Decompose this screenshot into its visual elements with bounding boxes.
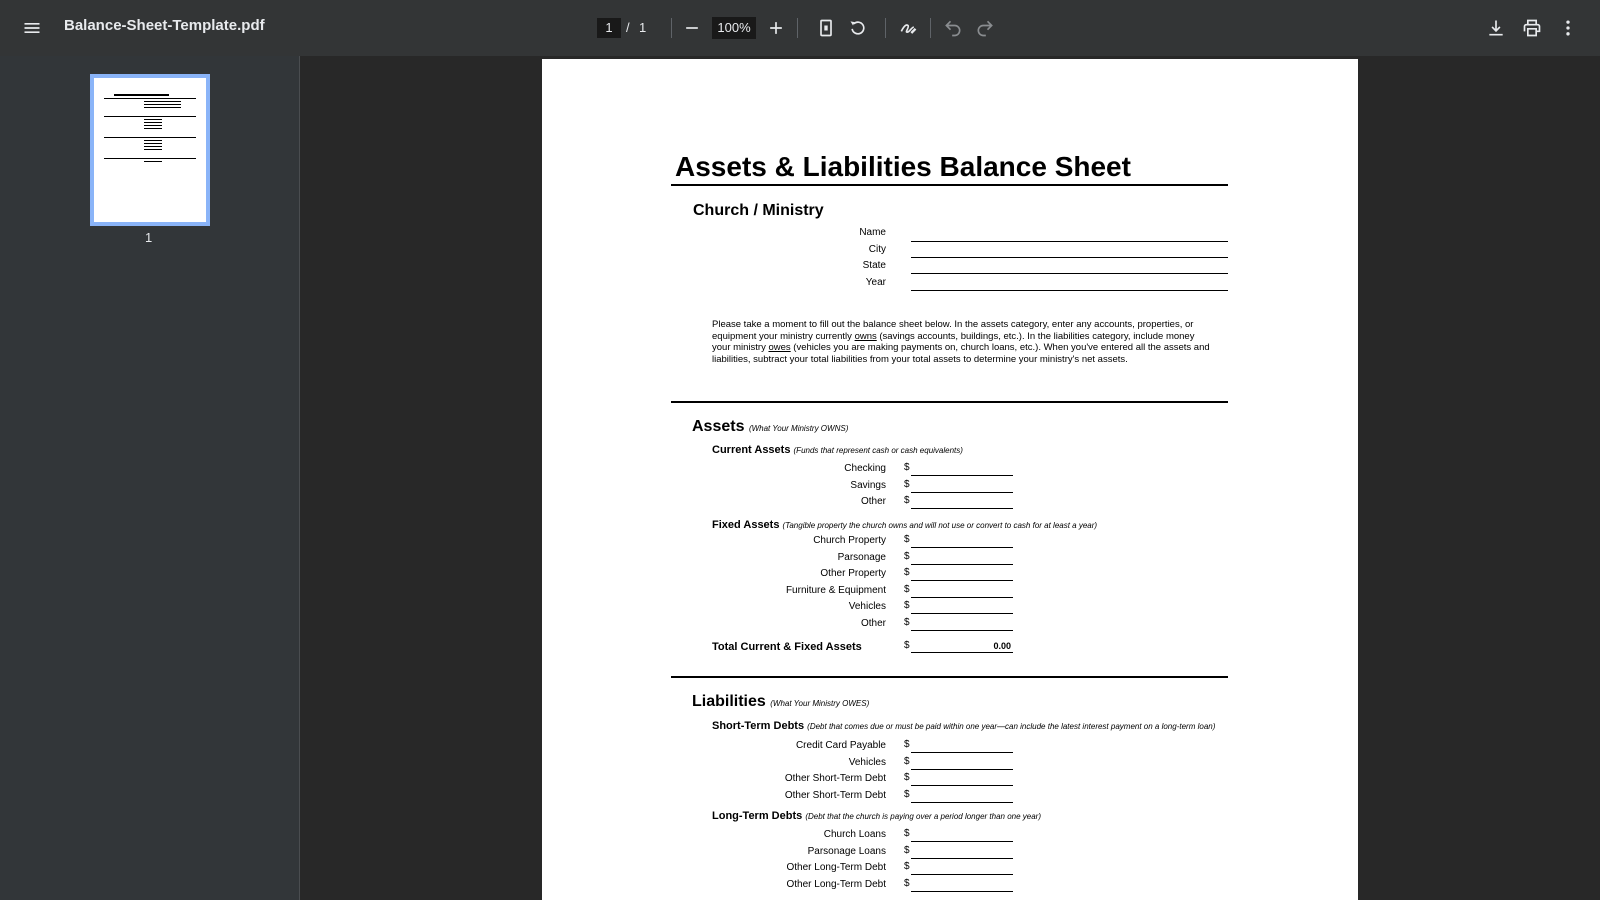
line-item-label: Church Loans: [823, 829, 886, 840]
zoom-input[interactable]: 100%: [712, 17, 756, 39]
field-label-name: Name: [859, 227, 886, 238]
line-item-label: Savings: [850, 479, 886, 491]
amount-field[interactable]: [911, 547, 1013, 548]
divider: [671, 401, 1228, 403]
currency-symbol: $: [904, 755, 910, 767]
fixed-assets-title: Fixed Assets: [712, 519, 780, 531]
liabilities-heading: [692, 693, 869, 711]
line-item-label: Parsonage: [837, 551, 886, 563]
divider: [885, 18, 886, 38]
currency-symbol: $: [904, 583, 910, 595]
line-item-label: Church Property: [813, 535, 886, 546]
long-term-note: (Debt that the church is paying over a period longer than one year): [805, 812, 1042, 821]
fixed-assets-heading: [712, 519, 1097, 531]
assets-title: Assets: [692, 418, 745, 435]
amount-field[interactable]: [911, 858, 1013, 859]
amount-field[interactable]: [911, 752, 1013, 753]
year-field[interactable]: [911, 290, 1228, 291]
long-term-heading: [712, 810, 1041, 822]
page-separator: /: [626, 20, 630, 35]
currency-symbol: $: [904, 616, 910, 628]
pdf-page: [542, 59, 1358, 900]
page-title: Assets & Liabilities Balance Sheet: [675, 151, 1131, 182]
toolbar: [0, 0, 1600, 56]
line-item-label: Other: [860, 496, 886, 507]
amount-field[interactable]: [911, 580, 1013, 581]
zoom-in-icon[interactable]: [760, 12, 792, 44]
divider: [671, 184, 1228, 186]
owes-emphasis: owes: [768, 342, 791, 353]
line-item-label: Other Short-Term Debt: [784, 789, 886, 801]
currency-symbol: $: [904, 640, 910, 651]
amount-field[interactable]: [911, 475, 1013, 476]
owns-emphasis: owns: [854, 330, 877, 342]
amount-field[interactable]: [911, 841, 1013, 842]
page-thumbnail[interactable]: [90, 74, 210, 226]
total-assets-field: [911, 652, 1013, 653]
undo-icon[interactable]: [937, 12, 969, 44]
currency-symbol: $: [904, 844, 910, 856]
short-term-heading: [712, 720, 1215, 732]
field-label-year: Year: [865, 277, 886, 288]
currency-symbol: $: [904, 495, 910, 506]
state-field[interactable]: [911, 273, 1228, 274]
menu-icon[interactable]: [16, 12, 48, 44]
total-assets-label: Total Current & Fixed Assets: [712, 641, 862, 653]
short-term-title: Short-Term Debts: [712, 720, 805, 732]
amount-field[interactable]: [911, 492, 1013, 493]
thumbnail-page-number: 1: [145, 230, 153, 245]
more-options-icon[interactable]: [1552, 12, 1584, 44]
long-term-title: Long-Term Debts: [712, 810, 803, 822]
line-item-label: Other Property: [820, 568, 886, 579]
instructions-paragraph: [712, 319, 1212, 365]
field-label-city: City: [868, 244, 886, 255]
line-item-label: Credit Card Payable: [795, 740, 886, 751]
instructions-text: Please take a moment to fill out the balance sheet below. In the assets category, enter any accounts, properties, or equipment your ministry currently: [712, 319, 1194, 342]
amount-field[interactable]: [911, 630, 1013, 631]
currency-symbol: $: [904, 462, 910, 473]
amount-field[interactable]: [911, 508, 1013, 509]
amount-field[interactable]: [911, 769, 1013, 770]
amount-field[interactable]: [911, 802, 1013, 803]
document-viewer[interactable]: [301, 56, 1600, 900]
page-number-input[interactable]: 1: [597, 18, 621, 38]
current-assets-note: (Funds that represent cash or cash equivalents): [793, 446, 963, 455]
print-icon[interactable]: [1516, 12, 1548, 44]
line-item-label: Other Long-Term Debt: [786, 862, 886, 873]
amount-field[interactable]: [911, 613, 1013, 614]
fixed-assets-note: (Tangible property the church owns and will not use or convert to cash for at least a year): [782, 521, 1098, 530]
amount-field[interactable]: [911, 785, 1013, 786]
liabilities-note: (What Your Ministry OWES): [770, 699, 870, 708]
short-term-note: (Debt that comes due or must be paid within one year—can include the latest interest payment on a long-term loan): [807, 722, 1216, 731]
currency-symbol: $: [904, 772, 910, 783]
download-icon[interactable]: [1480, 12, 1512, 44]
assets-heading: [692, 418, 848, 436]
instructions-text: (savings accounts, buildings, etc.). In the liabilities category, include money your ministry: [712, 330, 1195, 353]
name-field[interactable]: [911, 241, 1228, 242]
redo-icon[interactable]: [969, 12, 1001, 44]
currency-symbol: $: [904, 828, 910, 839]
currency-symbol: $: [904, 600, 910, 611]
currency-symbol: $: [904, 877, 910, 889]
divider: [930, 18, 931, 38]
line-item-label: Other: [860, 617, 886, 629]
currency-symbol: $: [904, 534, 910, 545]
divider: [797, 18, 798, 38]
amount-field[interactable]: [911, 564, 1013, 565]
line-item-label: Other Long-Term Debt: [786, 878, 886, 890]
liabilities-title: Liabilities: [692, 693, 766, 710]
currency-symbol: $: [904, 788, 910, 800]
zoom-out-icon[interactable]: [676, 12, 708, 44]
line-item-label: Furniture & Equipment: [785, 584, 886, 596]
divider: [671, 676, 1228, 678]
line-item-label: Checking: [844, 463, 886, 474]
amount-field[interactable]: [911, 874, 1013, 875]
currency-symbol: $: [904, 567, 910, 578]
currency-symbol: $: [904, 478, 910, 490]
city-field[interactable]: [911, 257, 1228, 258]
amount-field[interactable]: [911, 597, 1013, 598]
instructions-text: (vehicles you are making payments on, church loans, etc.). When you've entered all the assets and liabilities, subtract your total liabilities from your total assets to determine your ministry's net assets.: [712, 342, 1210, 365]
line-item-label: Other Short-Term Debt: [784, 773, 886, 784]
rotate-icon[interactable]: [842, 12, 874, 44]
annotate-icon[interactable]: [892, 12, 924, 44]
page-total: 1: [639, 20, 647, 35]
currency-symbol: $: [904, 861, 910, 872]
total-assets-value: 0.00: [993, 641, 1011, 651]
currency-symbol: $: [904, 739, 910, 750]
current-assets-title: Current Assets: [712, 444, 791, 456]
amount-field[interactable]: [911, 891, 1013, 892]
currency-symbol: $: [904, 550, 910, 562]
line-item-label: Vehicles: [848, 756, 886, 768]
thumbnail-sidebar: [0, 56, 300, 900]
current-assets-heading: [712, 444, 963, 456]
church-heading: Church / Ministry: [693, 202, 824, 219]
document-title: Balance-Sheet-Template.pdf: [64, 17, 265, 34]
line-item-label: Vehicles: [848, 601, 886, 612]
assets-note: (What Your Ministry OWNS): [748, 424, 849, 433]
divider: [671, 18, 672, 38]
fit-page-icon[interactable]: [810, 12, 842, 44]
line-item-label: Parsonage Loans: [807, 845, 886, 857]
field-label-state: State: [862, 260, 886, 271]
